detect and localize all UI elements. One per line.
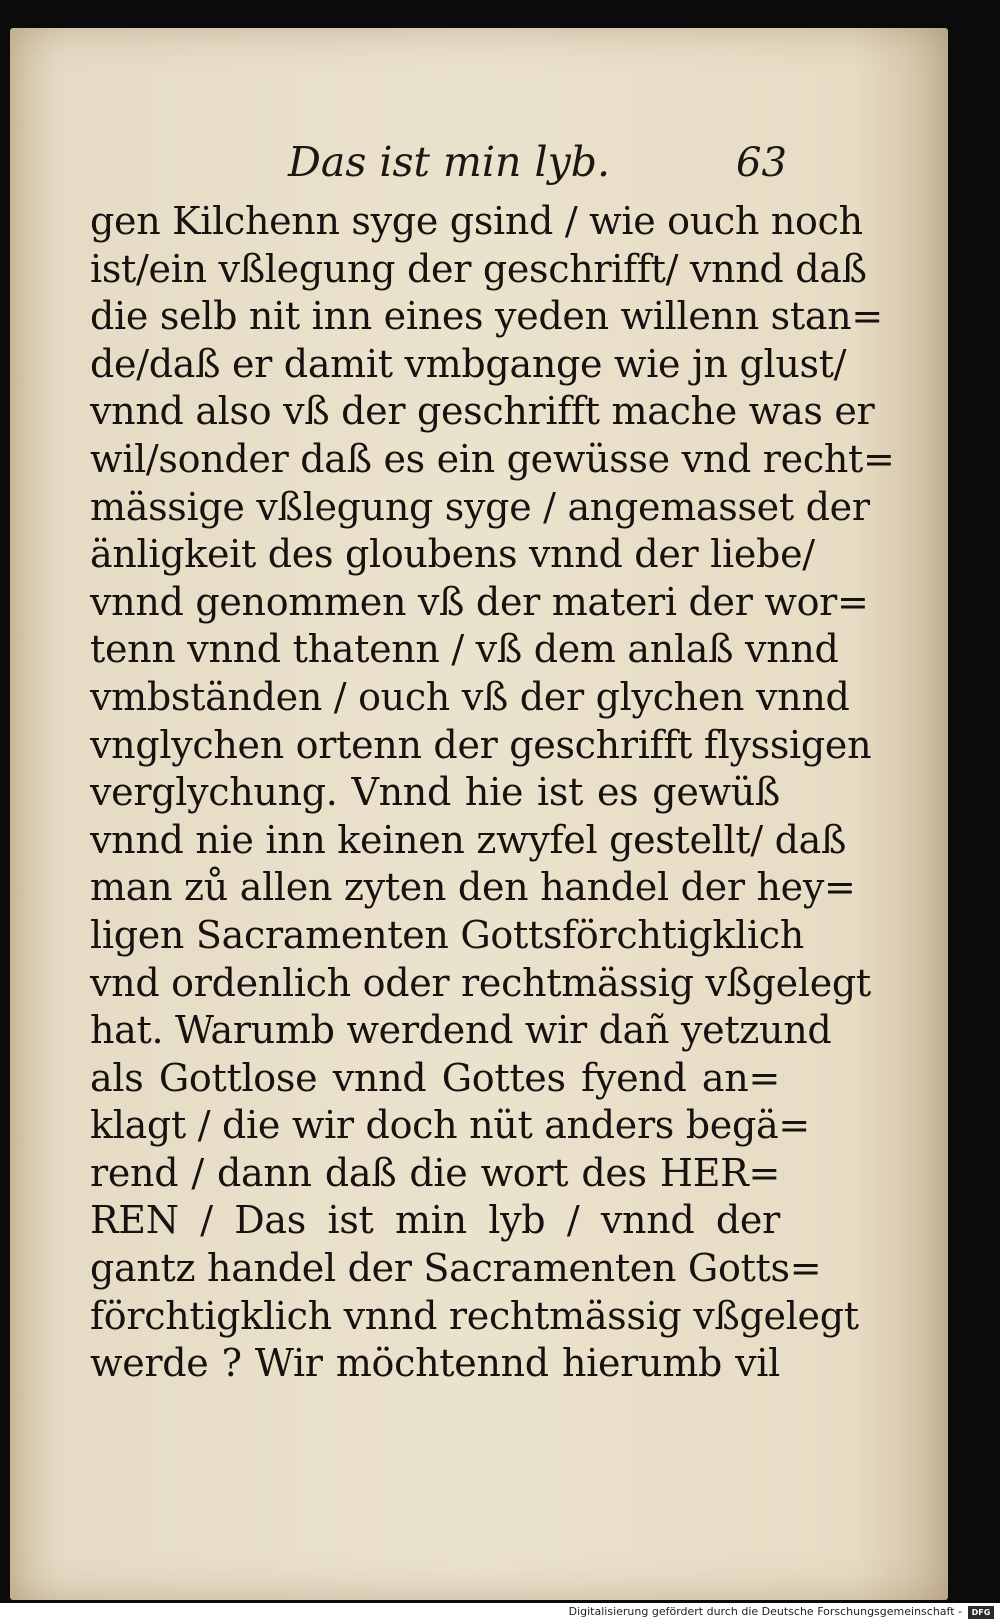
page-number: 63	[736, 140, 787, 186]
text-line: vnd ordenlich oder rechtmässig vßgelegt	[90, 960, 871, 1005]
text-line: vmbständen / ouch vß der glychen vnnd	[90, 674, 850, 719]
text-line: als Gottlose vnnd Gottes fyend an=	[90, 1055, 780, 1100]
text-line: de/daß er damit vmbgange wie jn glust/	[90, 341, 847, 386]
body-text	[90, 198, 895, 1388]
text-line: gantz handel der Sacramenten Gotts=	[90, 1246, 822, 1291]
running-head: Das ist min lyb.	[288, 138, 611, 186]
text-line: klagt / die wir doch nüt anders begä=	[90, 1103, 810, 1148]
text-line: vnglychen ortenn der geschrifft flyssigen	[90, 722, 872, 767]
footer-bar	[0, 1603, 1000, 1623]
text-line: vnnd genommen vß der materi der wor=	[90, 579, 869, 624]
text-line: ligen Sacramenten Gottsförchtigklich	[90, 912, 804, 957]
text-line: ist/ein vßlegung der geschrifft/ vnnd daß	[90, 246, 867, 291]
text-line: vnnd also vß der geschrifft mache was er	[90, 389, 875, 434]
text-line: förchtigklich vnnd rechtmässig vßgelegt	[90, 1293, 859, 1338]
text-line: werde ? Wir möchtennd hierumb vil	[90, 1341, 780, 1386]
text-line: wil/sonder daß es ein gewüsse vnd recht=	[90, 436, 895, 481]
text-line: rend / dann daß die wort des HER=	[90, 1150, 780, 1195]
text-line: die selb nit inn eines yeden willenn stan=	[90, 294, 883, 339]
footer-credit: Digitalisierung gefördert durch die Deutsche Forschungsgemeinschaft -	[568, 1605, 962, 1618]
text-line: tenn vnnd thatenn / vß dem anlaß vnnd	[90, 627, 839, 672]
book-page	[10, 28, 948, 1600]
text-line: änligkeit des gloubens vnnd der liebe/	[90, 532, 815, 577]
text-line: gen Kilchenn syge gsind / wie ouch noch	[90, 199, 863, 243]
text-line: verglychung. Vnnd hie ist es gewüß	[90, 770, 780, 815]
text-line: mässige vßlegung syge / angemasset der	[90, 484, 870, 529]
text-line: vnnd nie inn keinen zwyfel gestellt/ daß	[90, 817, 847, 862]
text-line: man zů allen zyten den handel der hey=	[90, 865, 856, 910]
dfg-logo-icon: DFG	[968, 1606, 994, 1619]
text-line: REN / Das ist min lyb / vnnd der	[90, 1198, 780, 1243]
text-line: hat. Warumb werdend wir dañ yetzund	[90, 1008, 832, 1053]
